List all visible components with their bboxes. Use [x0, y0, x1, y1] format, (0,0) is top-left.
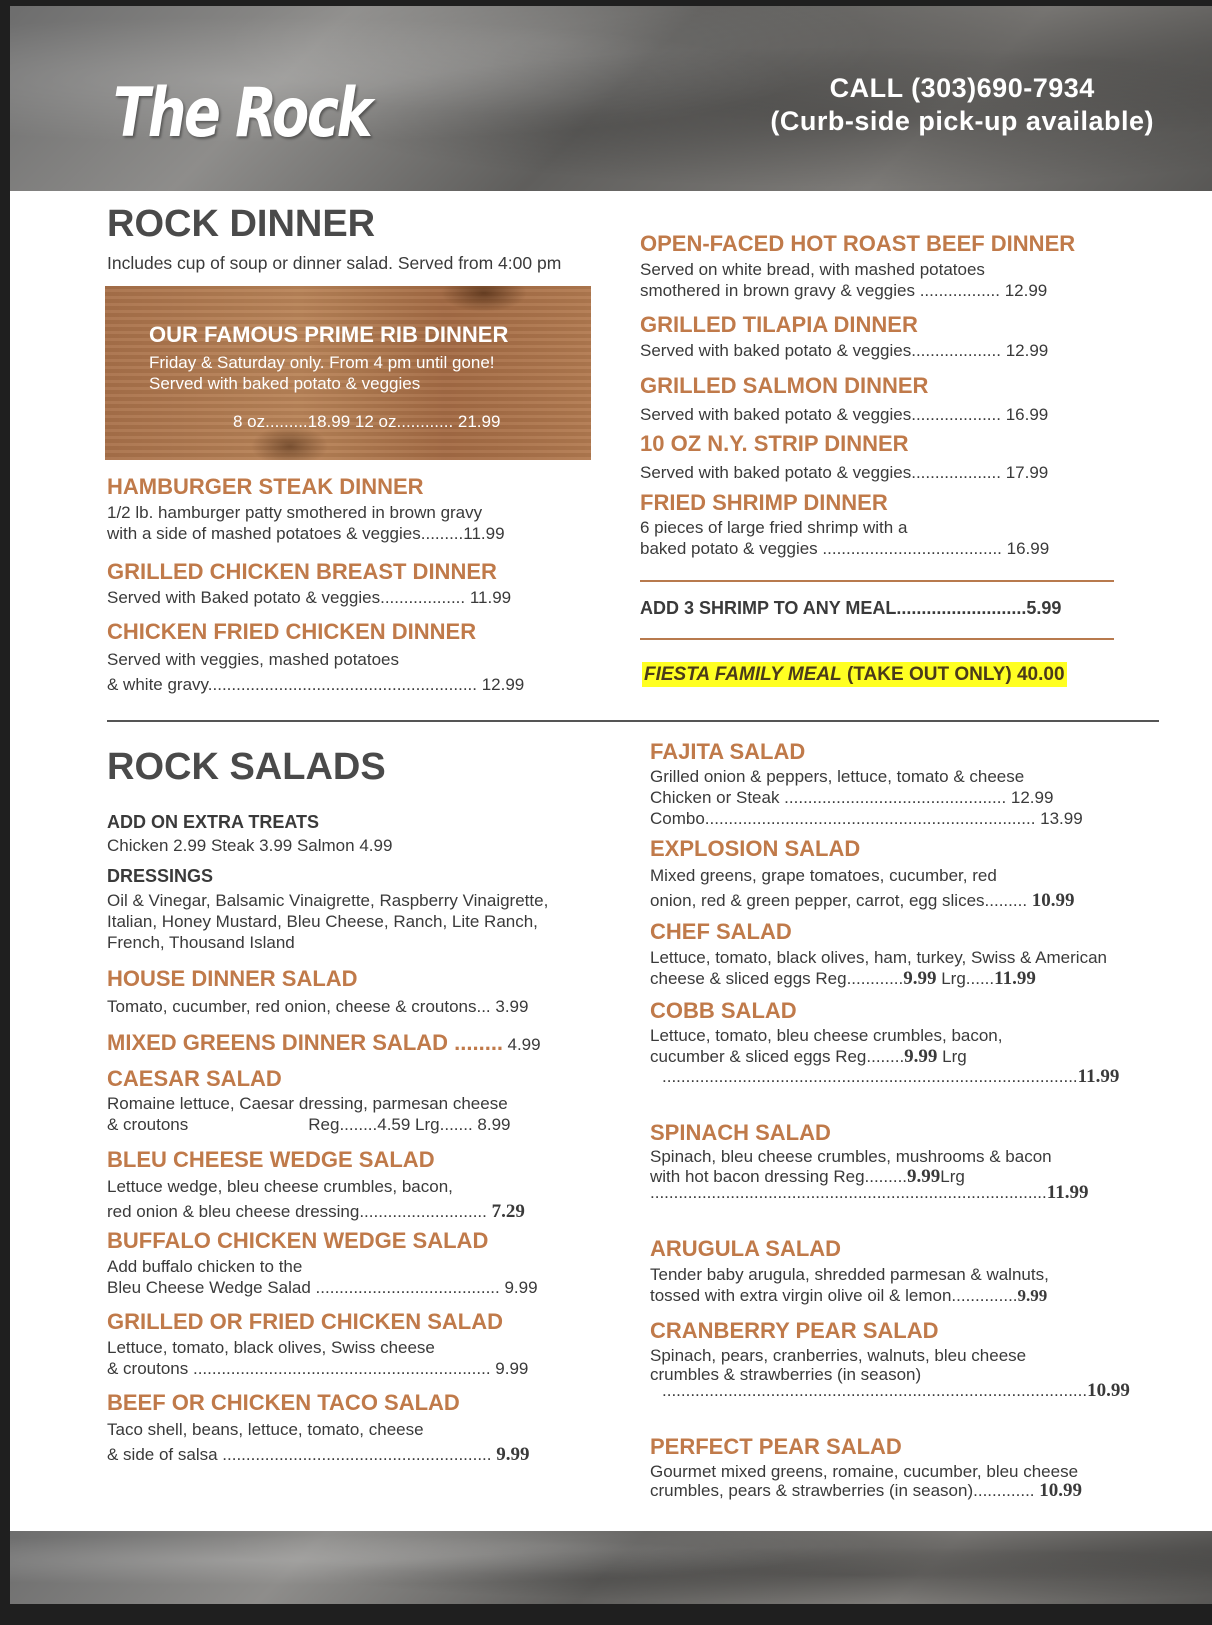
dish-desc-line: Taco shell, beans, lettuce, tomato, cheese [107, 1420, 424, 1439]
bleu-line2: red onion & bleu cheese dressing........................... [107, 1202, 487, 1221]
dish-desc-line: Served on white bread, with mashed potatoes [640, 260, 985, 279]
dressings-line: Oil & Vinegar, Balsamic Vinaigrette, Raspberry Vinaigrette, [107, 891, 549, 910]
dish-name: CAESAR SALAD [107, 1066, 282, 1091]
spinach-lrg-label: Lrg [940, 1167, 965, 1186]
prime-rib-title: OUR FAMOUS PRIME RIB DINNER [149, 322, 509, 347]
dish-price: 10.99 [1039, 1480, 1083, 1501]
dressings-list [107, 890, 548, 953]
dish-desc-line: Spinach, bleu cheese crumbles, mushrooms & bacon [650, 1147, 1052, 1166]
dish-desc [640, 517, 1049, 559]
curbside-note: (Curb-side pick-up available) [770, 106, 1154, 136]
dish-desc-line: Romaine lettuce, Caesar dressing, parmesan cheese [107, 1094, 508, 1113]
dish-price: 10.99 [1031, 890, 1075, 911]
taco-line2: & side of salsa ......................................................... [107, 1445, 492, 1464]
dish-desc-line: Served with veggies, mashed potatoes [107, 650, 400, 669]
dish-desc-line: Lettuce, tomato, black olives, Swiss cheese [107, 1338, 435, 1357]
prime-rib-line1: Friday & Saturday only. From 4 pm until gone! [149, 353, 495, 372]
dish-desc: Tomato, cucumber, red onion, cheese & croutons... 3.99 [107, 997, 529, 1016]
chef-lrg-price: 11.99 [994, 968, 1036, 989]
dish-desc-line [650, 888, 1075, 913]
spinach-lrg-price: 11.99 [1046, 1182, 1089, 1203]
dish-desc [107, 1337, 528, 1379]
dish-desc [650, 1264, 1049, 1306]
dish-name: GRILLED OR FRIED CHICKEN SALAD [107, 1309, 503, 1334]
dish-name: FRIED SHRIMP DINNER [640, 490, 888, 515]
dish-name: GRILLED CHICKEN BREAST DINNER [107, 559, 497, 584]
dish-desc [650, 947, 1107, 989]
fiesta-details: (TAKE OUT ONLY) 40.00 [841, 664, 1065, 685]
dish-desc: Served with baked potato & veggies................... 12.99 [640, 341, 1049, 360]
dish-name: MIXED GREENS DINNER SALAD ........ [107, 1030, 504, 1055]
cobb-reg-price: 9.99 [904, 1046, 938, 1067]
stone-footer [10, 1531, 1212, 1604]
chef-reg-price: 9.99 [903, 968, 937, 989]
dressings-title: DRESSINGS [107, 866, 214, 886]
dish-desc-line: Gourmet mixed greens, romaine, cucumber, bleu cheese [650, 1462, 1079, 1481]
dish-name: 10 OZ N.Y. STRIP DINNER [640, 431, 909, 456]
dish-desc-line [650, 968, 1107, 989]
dish-name: HAMBURGER STEAK DINNER [107, 474, 424, 499]
dish-desc [650, 766, 1083, 829]
extras-prices: Chicken 2.99 Steak 3.99 Salmon 4.99 [107, 836, 393, 855]
divider [640, 638, 1114, 640]
cobb-lrg-row [662, 1066, 1119, 1087]
dish-desc [107, 1256, 538, 1298]
explosion-line2: onion, red & green pepper, carrot, egg slices......... [650, 891, 1028, 910]
arugula-line2: tossed with extra virgin olive oil & lemon.............. [650, 1286, 1018, 1305]
dish-name: BUFFALO CHICKEN WEDGE SALAD [107, 1228, 489, 1253]
prime-rib-desc [149, 352, 495, 394]
dish-name: BLEU CHEESE WEDGE SALAD [107, 1147, 435, 1172]
dish-desc-line: Spinach, pears, cranberries, walnuts, bleu cheese [650, 1346, 1027, 1365]
spinach-reg-price: 9.99 [907, 1166, 941, 1187]
dish-desc-line: Lettuce, tomato, bleu cheese crumbles, bacon, [650, 1026, 1003, 1045]
dressings-line: Italian, Honey Mustard, Bleu Cheese, Ranch, Lite Ranch, [107, 912, 538, 931]
pear-line2: crumbles, pears & strawberries (in season)............. [650, 1481, 1035, 1500]
dish-name: PERFECT PEAR SALAD [650, 1434, 902, 1459]
dish-name: HOUSE DINNER SALAD [107, 966, 358, 991]
dinner-section-title: ROCK DINNER [107, 203, 376, 245]
dish-desc-line: Chicken or Steak ............................................... 12.99 [650, 788, 1054, 807]
prime-rib-prices: 8 oz.........18.99 12 oz............ 21.99 [233, 412, 501, 431]
dish-desc [650, 1025, 1002, 1067]
dish-name: CHEF SALAD [650, 919, 792, 944]
spinach-lrg-row [650, 1182, 1088, 1203]
dish-name: OPEN-FACED HOT ROAST BEEF DINNER [640, 231, 1076, 256]
cranberry-price-row [662, 1380, 1130, 1401]
stone-header [10, 6, 1212, 191]
dish-desc-line [650, 1046, 1002, 1067]
dish-name: GRILLED SALMON DINNER [640, 373, 929, 398]
dish-name: FAJITA SALAD [650, 739, 806, 764]
section-divider [107, 720, 1159, 722]
chef-lrg-label: Lrg...... [936, 969, 995, 988]
dish-price: 10.99 [1087, 1380, 1130, 1401]
phone-number: CALL (303)690-7934 [829, 73, 1095, 103]
dish-desc-line [107, 1442, 530, 1467]
salads-section-title: ROCK SALADS [107, 746, 386, 788]
dish-desc [640, 259, 1047, 301]
spinach-line2: with hot bacon dressing Reg......... [650, 1167, 908, 1186]
dish-desc-line: Add buffalo chicken to the [107, 1257, 303, 1276]
dish-desc-line: Bleu Cheese Wedge Salad ....................................... 9.99 [107, 1278, 538, 1297]
dish-name: GRILLED TILAPIA DINNER [640, 312, 918, 337]
dressings-line: French, Thousand Island [107, 933, 295, 952]
dish-desc [650, 1346, 1026, 1384]
contact-box [770, 72, 1154, 138]
dish-price: 9.99 [496, 1444, 530, 1465]
dish-desc [107, 502, 505, 544]
extras-title: ADD ON EXTRA TREATS [107, 812, 320, 832]
leader-dots: ........................................................................................ [662, 1067, 1078, 1086]
dish-desc [107, 1174, 525, 1224]
restaurant-logo: The Rock [113, 74, 371, 153]
fiesta-name: FIESTA FAMILY MEAL [644, 664, 842, 685]
menu-page [10, 6, 1212, 1604]
dish-desc: Served with baked potato & veggies................... 16.99 [640, 405, 1049, 424]
dish-desc [650, 863, 1075, 913]
dish-desc [107, 1417, 530, 1467]
dish-desc-line: Combo...................................................................... 13.99 [650, 809, 1083, 828]
dish-desc-line: Grilled onion & peppers, lettuce, tomato & cheese [650, 767, 1025, 786]
dinner-subtitle: Includes cup of soup or dinner salad. Served from 4:00 pm [107, 253, 562, 273]
dish-desc-line [107, 1114, 511, 1135]
dish-desc-line: Mixed greens, grape tomatoes, cucumber, red [650, 866, 997, 885]
chef-line2: cheese & sliced eggs Reg............ [650, 969, 904, 988]
dish-price: 9.99 [1017, 1286, 1048, 1305]
dish-name: BEEF OR CHICKEN TACO SALAD [107, 1390, 460, 1415]
leader-dots: .......................................................................................... [662, 1381, 1088, 1400]
prime-rib-panel [105, 286, 591, 460]
dish-desc-line: with a side of mashed potatoes & veggies.........11.99 [107, 524, 505, 543]
dish-desc-line: Lettuce, tomato, black olives, ham, turkey, Swiss & American [650, 948, 1107, 967]
dish-desc [107, 1093, 511, 1135]
dish-desc-line: smothered in brown gravy & veggies ................. 12.99 [640, 281, 1048, 300]
dish-price: 4.99 [507, 1035, 541, 1054]
prime-rib-line2: Served with baked potato & veggies [149, 374, 421, 393]
dish-desc-line: Lettuce wedge, bleu cheese crumbles, bacon, [107, 1177, 453, 1196]
dish-name: SPINACH SALAD [650, 1120, 831, 1145]
leader-dots: .................................................................................... [650, 1183, 1047, 1202]
dish-desc: Served with Baked potato & veggies.................. 11.99 [107, 588, 512, 607]
dish-desc [650, 1462, 1082, 1500]
dish-desc: Served with baked potato & veggies................... 17.99 [640, 463, 1049, 482]
dish-desc-line: & croutons ............................................................... 9.99 [107, 1359, 529, 1378]
dish-desc [107, 647, 524, 697]
fiesta-family-meal [642, 664, 1067, 686]
add-shrimp-line: ADD 3 SHRIMP TO ANY MEAL..........................5.99 [640, 598, 1062, 618]
fiesta-highlight [642, 662, 1067, 687]
divider [640, 580, 1114, 582]
dish-name: CHICKEN FRIED CHICKEN DINNER [107, 619, 477, 644]
dish-name: EXPLOSION SALAD [650, 836, 861, 861]
dish-desc-line: 1/2 lb. hamburger patty smothered in brown gravy [107, 503, 483, 522]
cobb-lrg-price: 11.99 [1077, 1066, 1120, 1087]
dish-desc-line: baked potato & veggies ...................................... 16.99 [640, 539, 1050, 558]
dish-desc-line: 6 pieces of large fried shrimp with a [640, 518, 908, 537]
dish-desc-line: crumbles & strawberries (in season) [650, 1365, 922, 1384]
dish-name: CRANBERRY PEAR SALAD [650, 1318, 939, 1343]
dish-name: ARUGULA SALAD [650, 1236, 842, 1261]
dish-desc-line [107, 1199, 525, 1224]
dish-desc-line [650, 1481, 1082, 1500]
mixed-greens-row [107, 1030, 541, 1056]
cobb-lrg-label: Lrg [937, 1047, 967, 1066]
dish-name: COBB SALAD [650, 998, 797, 1023]
dish-price: 7.29 [491, 1201, 525, 1222]
cobb-line2: cucumber & sliced eggs Reg........ [650, 1047, 905, 1066]
dish-desc-line: & white gravy......................................................... 12.99 [107, 675, 525, 694]
dish-desc-line [650, 1285, 1049, 1306]
dish-desc-line: Tender baby arugula, shredded parmesan & walnuts, [650, 1265, 1049, 1284]
caesar-prices: Reg........4.59 Lrg....... 8.99 [308, 1115, 511, 1134]
caesar-croutons: & croutons [107, 1115, 189, 1134]
dish-desc [650, 1147, 1052, 1187]
